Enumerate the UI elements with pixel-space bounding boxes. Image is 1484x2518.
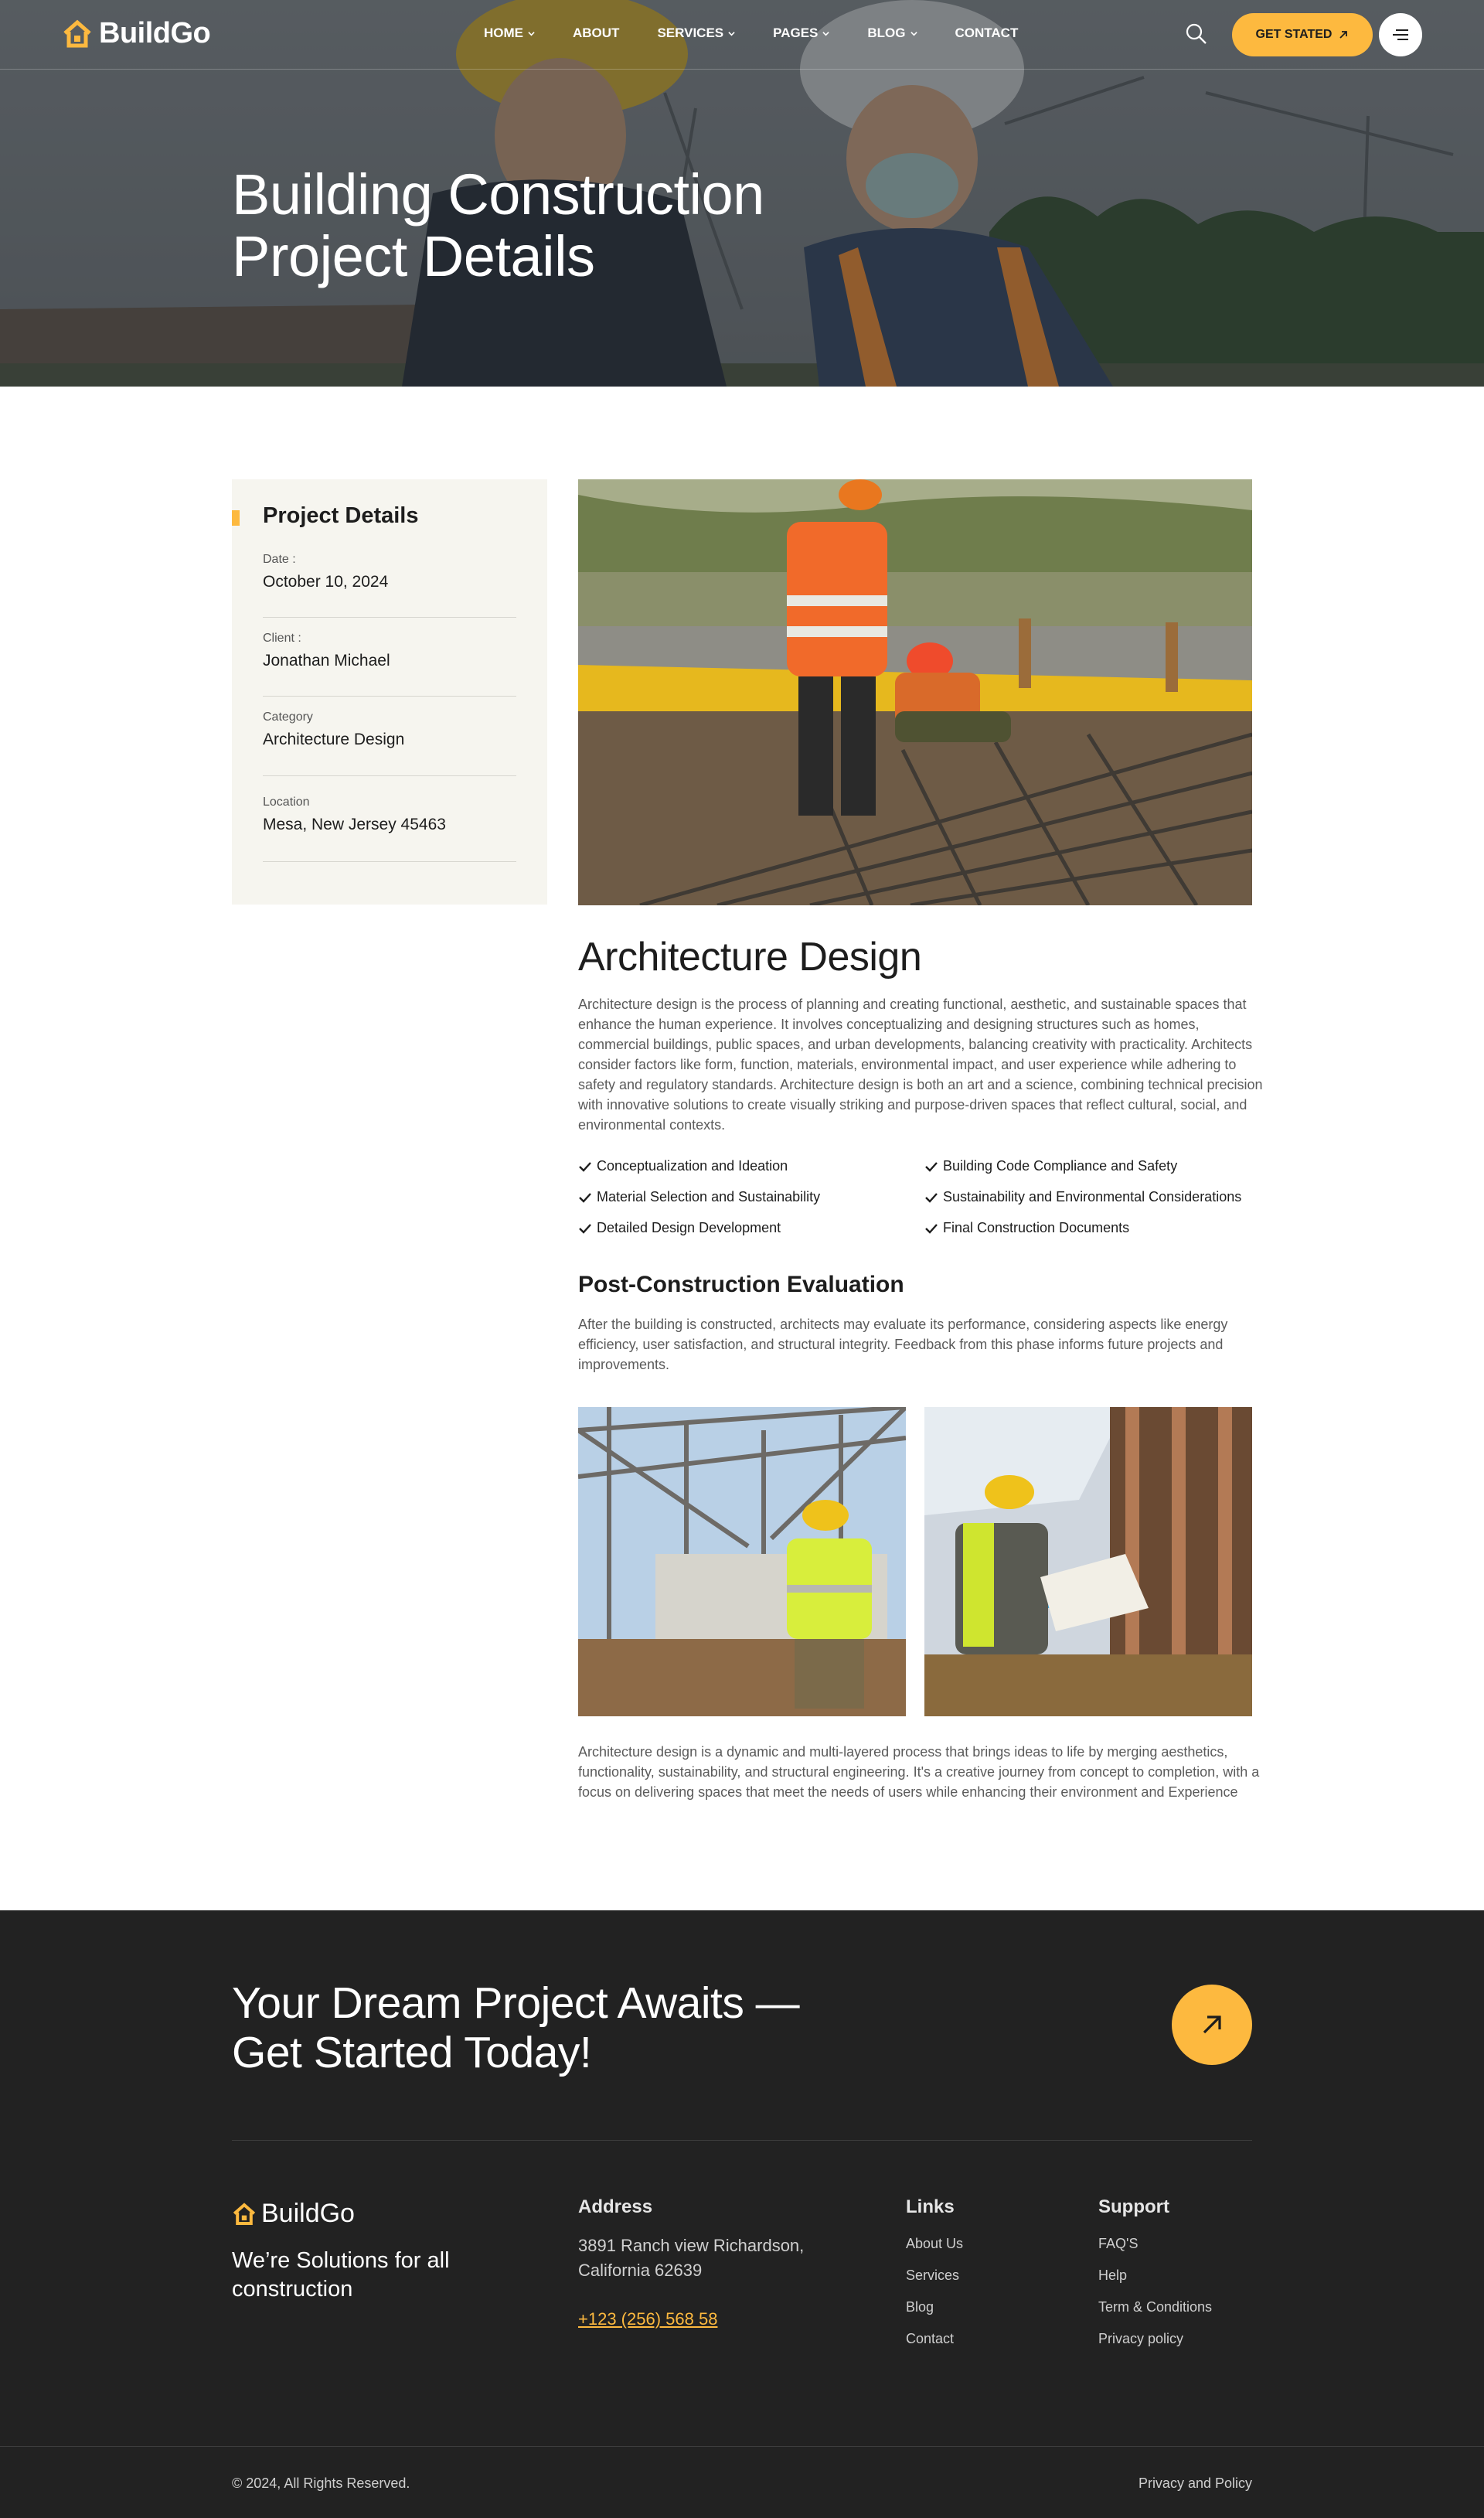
detail-category <box>263 710 516 776</box>
list-item <box>924 1157 1274 1176</box>
detail-value: Mesa, New Jersey 45463 <box>263 816 446 833</box>
project-main-photo <box>578 479 1252 905</box>
house-logo-icon <box>62 19 93 49</box>
footer-support-list <box>1098 2236 1212 2348</box>
footer-link-blog[interactable]: Blog <box>906 2299 934 2315</box>
chevron-down-icon <box>728 30 735 37</box>
brand-name: BuildGo <box>99 17 211 49</box>
nav-item-services[interactable] <box>657 26 735 41</box>
nav-item-label: ABOUT <box>573 26 620 40</box>
feature-label: Sustainability and Environmental Considerations <box>943 1189 1242 1204</box>
project-details-section <box>0 387 1484 1910</box>
page-title <box>232 164 928 288</box>
page-title-line-1: Building Construction <box>232 162 764 227</box>
closing-paragraph: Architecture design is a dynamic and multi-layered process that brings ideas to life by merging aesthetics, functionality, sustainability, and structural engineering. It's a creative journey from concept to completion, with a focus on delivering spaces that meet the needs of users while enhancing their environment and Experience <box>578 1744 1260 1800</box>
architecture-design-title: Architecture Design <box>578 935 922 980</box>
phone-link[interactable]: +123 (256) 568 58 <box>578 2309 718 2329</box>
chevron-down-icon <box>822 30 829 37</box>
feature-label: Final Construction Documents <box>943 1220 1130 1235</box>
support-heading: Support <box>1098 2196 1169 2217</box>
intro-paragraph: Architecture design is the process of planning and creating functional, aesthetic, and sustainable spaces that enhance the human experience. It involves conceptualizing and designing structures such as homes, commercial buildings, public spaces, and urban developments, balancing creativity with practicality. Architects consider factors like form, function, materials, environmental impact, and user experience while adhering to safety and regulatory standards. Architecture design is both an art and a science, combining technical precision with innovative solutions to create visually striking and purpose-driven spaces that reflect cultural, social, and environmental contexts. <box>578 997 1263 1133</box>
footer-link-faq[interactable]: FAQ'S <box>1098 2236 1139 2251</box>
links-heading: Links <box>906 2196 955 2217</box>
list-item <box>578 1187 924 1207</box>
nav-item-label: SERVICES <box>657 26 724 40</box>
check-icon <box>924 1160 938 1174</box>
nav-item-blog[interactable] <box>867 26 917 41</box>
list-item <box>578 1157 924 1176</box>
arrow-up-right-icon <box>1338 29 1349 40</box>
address-text: 3891 Ranch view Richardson, California 62639 <box>578 2236 805 2280</box>
feature-label: Material Selection and Sustainability <box>597 1189 821 1204</box>
nav-item-label: BLOG <box>867 26 906 40</box>
footer-brand-logo[interactable] <box>232 2199 355 2229</box>
footer-link-terms[interactable]: Term & Conditions <box>1098 2299 1213 2315</box>
nav-item-about[interactable] <box>573 26 619 41</box>
footer-link-about[interactable]: About Us <box>906 2236 964 2251</box>
footer-link-help[interactable]: Help <box>1098 2268 1128 2283</box>
nav-item-label: PAGES <box>773 26 819 40</box>
heading-accent-marker <box>232 510 240 526</box>
detail-label: Client : <box>263 632 301 645</box>
get-started-label: GET STATED <box>1255 28 1333 41</box>
detail-date <box>263 553 516 618</box>
list-item <box>924 1218 1274 1238</box>
footer-cta-line-1: Your Dream Project Awaits — <box>232 1978 800 2028</box>
brand-logo[interactable] <box>62 17 210 50</box>
plans-review-photo <box>924 1407 1252 1716</box>
list-item <box>924 1187 1274 1207</box>
footer-link-privacy[interactable]: Privacy policy <box>1098 2331 1184 2346</box>
footer-cta-button[interactable] <box>1172 1985 1252 2065</box>
check-icon <box>578 1160 592 1174</box>
detail-label: Category <box>263 710 313 724</box>
footer-cta-line-2: Get Started Today! <box>232 2028 592 2077</box>
feature-label: Building Code Compliance and Safety <box>943 1158 1178 1174</box>
arrow-up-right-icon <box>1199 2012 1225 2038</box>
detail-label: Date : <box>263 553 296 566</box>
site-inspection-photo <box>578 1407 906 1716</box>
footer-links-list <box>906 2236 963 2348</box>
nav-item-contact[interactable] <box>955 26 1019 41</box>
address-heading: Address <box>578 2196 653 2217</box>
footer-brand-name: BuildGo <box>261 2199 355 2228</box>
feature-label: Detailed Design Development <box>597 1220 781 1235</box>
nav-item-pages[interactable] <box>773 26 829 41</box>
main-nav <box>484 26 1056 41</box>
post-construction-title: Post-Construction Evaluation <box>578 1272 904 1297</box>
page-hero <box>0 0 1484 387</box>
check-icon <box>578 1222 592 1235</box>
detail-value: October 10, 2024 <box>263 573 389 591</box>
footer-divider <box>232 2140 1252 2141</box>
project-details-card <box>232 479 547 905</box>
feature-label: Conceptualization and Ideation <box>597 1158 788 1174</box>
list-item <box>578 1218 924 1238</box>
check-icon <box>578 1191 592 1204</box>
house-logo-icon <box>232 2202 257 2227</box>
project-details-heading: Project Details <box>263 503 419 528</box>
nav-item-label: HOME <box>484 26 523 40</box>
footer-bottom-divider <box>0 2446 1484 2447</box>
chevron-down-icon <box>910 30 917 37</box>
search-icon[interactable] <box>1184 22 1209 46</box>
privacy-policy-link[interactable]: Privacy and Policy <box>1138 2475 1252 2491</box>
feature-checklist <box>578 1157 1274 1238</box>
page-title-line-2: Project Details <box>232 224 595 288</box>
evaluation-paragraph: After the building is constructed, architects may evaluate its performance, considering aspects like energy efficiency, user satisfaction, and structural integrity. Feedback from this phase informs future projects and improvements. <box>578 1317 1228 1372</box>
check-icon <box>924 1191 938 1204</box>
nav-item-label: CONTACT <box>955 26 1019 40</box>
hamburger-menu-icon <box>1391 28 1410 42</box>
site-footer <box>0 1910 1484 2518</box>
check-icon <box>924 1222 938 1235</box>
detail-value: Architecture Design <box>263 731 405 748</box>
footer-link-services[interactable]: Services <box>906 2268 960 2283</box>
chevron-down-icon <box>528 30 535 37</box>
footer-cta-heading <box>232 1978 928 2077</box>
detail-label: Location <box>263 796 310 809</box>
detail-client <box>263 632 516 697</box>
get-started-button[interactable] <box>1232 13 1373 56</box>
copyright-text: © 2024, All Rights Reserved. <box>232 2475 410 2491</box>
nav-item-home[interactable] <box>484 26 535 41</box>
offcanvas-menu-button[interactable] <box>1379 13 1422 56</box>
detail-location <box>263 796 516 862</box>
top-navbar <box>0 0 1484 70</box>
footer-link-contact[interactable]: Contact <box>906 2331 955 2346</box>
footer-tagline: We’re Solutions for all construction <box>232 2248 450 2302</box>
detail-value: Jonathan Michael <box>263 652 390 670</box>
